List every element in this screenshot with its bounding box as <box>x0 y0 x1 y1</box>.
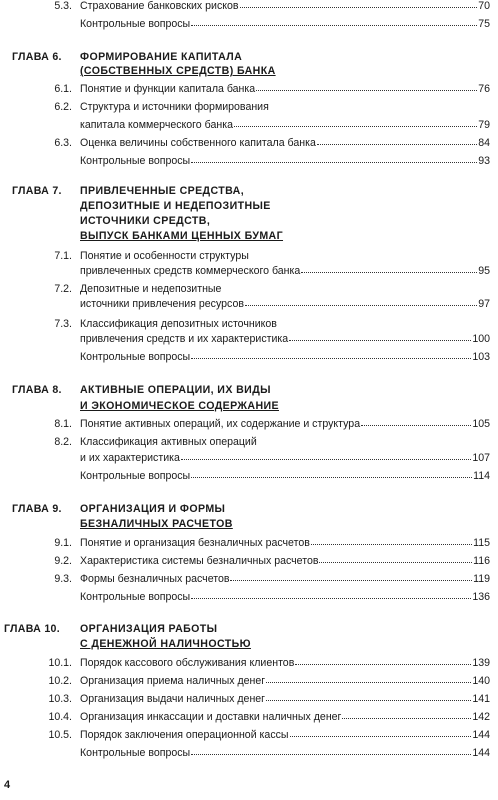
dot-leader <box>266 682 471 683</box>
chapter-title: (СОБСТВЕННЫХ СРЕДСТВ) БАНКА <box>80 65 276 77</box>
entry-title: Формы безналичных расчетов <box>80 573 230 585</box>
dot-leader <box>319 562 472 563</box>
toc-entry[interactable] <box>0 418 498 431</box>
entry-title: Контрольные вопросы <box>80 18 191 30</box>
entry-title: Понятие и особенности структуры <box>80 250 249 262</box>
toc-entry[interactable] <box>0 452 498 465</box>
entry-number: 10.2. <box>48 675 72 687</box>
toc-entry[interactable] <box>0 693 498 706</box>
entry-page: 70 <box>478 0 490 12</box>
entry-page: 139 <box>472 657 490 669</box>
toc-entry[interactable] <box>0 283 498 296</box>
entry-title: Страхование банковских рисков <box>80 0 239 12</box>
page-number: 4 <box>4 779 11 791</box>
entry-title: Оценка величины собственного капитала банка <box>80 137 316 149</box>
chapter-number: ГЛАВА 8. <box>12 384 62 396</box>
entry-page: 79 <box>478 119 490 131</box>
entry-title: Структура и источники формирования <box>80 101 269 113</box>
entry-title: Порядок кассового обслуживания клиентов <box>80 657 295 669</box>
toc-entry[interactable] <box>0 555 498 568</box>
toc-entry[interactable] <box>0 711 498 724</box>
entry-number: 9.1. <box>54 537 72 549</box>
entry-number: 5.3. <box>54 0 72 12</box>
toc-entry[interactable] <box>0 351 498 364</box>
chapter-title: БЕЗНАЛИЧНЫХ РАСЧЕТОВ <box>80 518 233 530</box>
entry-number: 10.4. <box>48 711 72 723</box>
entry-page: 115 <box>473 537 490 549</box>
entry-page: 142 <box>472 711 490 723</box>
entry-page: 107 <box>472 452 490 464</box>
chapter-number: ГЛАВА 9. <box>12 503 62 515</box>
toc-entry[interactable] <box>0 436 498 449</box>
entry-number: 6.2. <box>54 101 72 113</box>
dot-leader <box>240 7 478 8</box>
dot-leader <box>311 544 472 545</box>
dot-leader <box>295 664 471 665</box>
entry-page: 84 <box>478 137 490 149</box>
toc-entry[interactable] <box>0 155 498 168</box>
toc-entry[interactable] <box>0 137 498 150</box>
entry-title: капитала коммерческого банка <box>80 119 233 131</box>
dot-leader <box>191 477 472 478</box>
chapter-title: ДЕПОЗИТНЫЕ И НЕДЕПОЗИТНЫЕ <box>80 200 271 212</box>
entry-title: привлеченных средств коммерческого банка <box>80 265 301 277</box>
dot-leader <box>256 90 477 91</box>
entry-page: 144 <box>472 747 490 759</box>
chapter-title: ОРГАНИЗАЦИЯ РАБОТЫ <box>80 623 218 635</box>
entry-title: Депозитные и недепозитные <box>80 283 222 295</box>
entry-page: 93 <box>478 155 490 167</box>
chapter-title: ПРИВЛЕЧЕННЫЕ СРЕДСТВА, <box>80 185 245 197</box>
dot-leader <box>361 425 471 426</box>
entry-number: 6.3. <box>54 137 72 149</box>
toc-entry[interactable] <box>0 101 498 114</box>
entry-page: 105 <box>472 418 490 430</box>
chapter-title: ИСТОЧНИКИ СРЕДСТВ, <box>80 215 211 227</box>
entry-page: 116 <box>473 555 490 567</box>
chapter-number: ГЛАВА 6. <box>12 51 62 63</box>
dot-leader <box>181 459 471 460</box>
entry-page: 144 <box>472 729 490 741</box>
toc-entry[interactable] <box>0 83 498 96</box>
dot-leader <box>191 598 471 599</box>
dot-leader <box>317 144 477 145</box>
toc-entry[interactable] <box>0 265 498 278</box>
entry-title: Контрольные вопросы <box>80 351 191 363</box>
entry-page: 136 <box>472 591 490 603</box>
chapter-heading-cont <box>0 400 498 413</box>
toc-entry[interactable] <box>0 250 498 263</box>
chapter-heading[interactable] <box>0 503 498 516</box>
dot-leader <box>191 162 477 163</box>
dot-leader <box>266 700 471 701</box>
entry-number: 10.3. <box>48 693 72 705</box>
toc-entry[interactable] <box>0 657 498 670</box>
entry-page: 75 <box>478 18 490 30</box>
entry-title: Понятие и организация безналичных расчетов <box>80 537 310 549</box>
entry-number: 7.3. <box>54 318 72 330</box>
chapter-title: И ЭКОНОМИЧЕСКОЕ СОДЕРЖАНИЕ <box>80 400 279 412</box>
entry-number: 6.1. <box>54 83 72 95</box>
entry-number: 7.1. <box>54 250 72 262</box>
entry-title: Организация инкассации и доставки наличных денег <box>80 711 342 723</box>
toc-entry[interactable] <box>0 18 498 31</box>
dot-leader <box>230 580 472 581</box>
chapter-heading[interactable] <box>0 384 498 397</box>
entry-title: Организация выдачи наличных денег <box>80 693 266 705</box>
dot-leader <box>245 305 477 306</box>
entry-page: 141 <box>472 693 490 705</box>
entry-number: 9.2. <box>54 555 72 567</box>
entry-title: привлечения средств и их характеристика <box>80 333 289 345</box>
chapter-heading-cont <box>0 215 498 228</box>
entry-number: 7.2. <box>54 283 72 295</box>
toc-entry[interactable] <box>0 729 498 742</box>
entry-number: 8.2. <box>54 436 72 448</box>
entry-title: Понятие активных операций, их содержание и структура <box>80 418 361 430</box>
dot-leader <box>234 126 477 127</box>
chapter-heading[interactable] <box>0 185 498 198</box>
entry-page: 119 <box>473 573 490 585</box>
dot-leader <box>289 340 471 341</box>
entry-title: Контрольные вопросы <box>80 591 191 603</box>
chapter-heading-cont <box>0 518 498 531</box>
dot-leader <box>301 272 477 273</box>
entry-page: 100 <box>472 333 490 345</box>
chapter-number: ГЛАВА 10. <box>4 623 60 635</box>
entry-number: 10.5. <box>48 729 72 741</box>
toc-entry[interactable] <box>0 119 498 132</box>
entry-title: Классификация депозитных источников <box>80 318 277 330</box>
chapter-heading-cont <box>0 65 498 78</box>
toc-entry[interactable] <box>0 298 498 311</box>
entry-title: Характеристика системы безналичных расчетов <box>80 555 319 567</box>
toc-entry[interactable] <box>0 318 498 331</box>
toc-entry[interactable] <box>0 675 498 688</box>
chapter-heading[interactable] <box>0 51 498 64</box>
entry-title: Контрольные вопросы <box>80 155 191 167</box>
entry-page: 103 <box>472 351 490 363</box>
entry-title: источники привлечения ресурсов <box>80 298 244 310</box>
entry-page: 95 <box>478 265 490 277</box>
entry-page: 140 <box>472 675 490 687</box>
dot-leader <box>191 25 477 26</box>
dot-leader <box>290 736 472 737</box>
toc-entry[interactable] <box>0 333 498 346</box>
entry-page: 114 <box>473 470 490 482</box>
dot-leader <box>191 358 471 359</box>
toc-entry[interactable] <box>0 0 498 13</box>
dot-leader <box>191 754 471 755</box>
chapter-title: ОРГАНИЗАЦИЯ И ФОРМЫ <box>80 503 226 515</box>
chapter-title: ВЫПУСК БАНКАМИ ЦЕННЫХ БУМАГ <box>80 230 284 242</box>
entry-title: Понятие и функции капитала банка <box>80 83 256 95</box>
chapter-number: ГЛАВА 7. <box>12 185 62 197</box>
entry-number: 9.3. <box>54 573 72 585</box>
entry-title: Организация приема наличных денег <box>80 675 266 687</box>
toc-entry[interactable] <box>0 591 498 604</box>
entry-title: Порядок заключения операционной кассы <box>80 729 289 741</box>
entry-number: 8.1. <box>54 418 72 430</box>
chapter-heading-cont <box>0 230 498 243</box>
toc-entry[interactable] <box>0 537 498 550</box>
entry-title: Контрольные вопросы <box>80 470 191 482</box>
chapter-title: С ДЕНЕЖНОЙ НАЛИЧНОСТЬЮ <box>80 638 251 650</box>
toc-entry[interactable] <box>0 747 498 760</box>
chapter-heading[interactable] <box>0 623 498 636</box>
chapter-heading-cont <box>0 200 498 213</box>
entry-title: Классификация активных операций <box>80 436 257 448</box>
entry-number: 10.1. <box>48 657 72 669</box>
entry-title: Контрольные вопросы <box>80 747 191 759</box>
chapter-title: АКТИВНЫЕ ОПЕРАЦИИ, ИХ ВИДЫ <box>80 384 271 396</box>
chapter-heading-cont <box>0 638 498 651</box>
chapter-title: ФОРМИРОВАНИЕ КАПИТАЛА <box>80 51 243 63</box>
toc-entry[interactable] <box>0 573 498 586</box>
entry-page: 76 <box>478 83 490 95</box>
toc-entry[interactable] <box>0 470 498 483</box>
dot-leader <box>342 718 471 719</box>
entry-page: 97 <box>478 298 490 310</box>
entry-title: и их характеристика <box>80 452 180 464</box>
